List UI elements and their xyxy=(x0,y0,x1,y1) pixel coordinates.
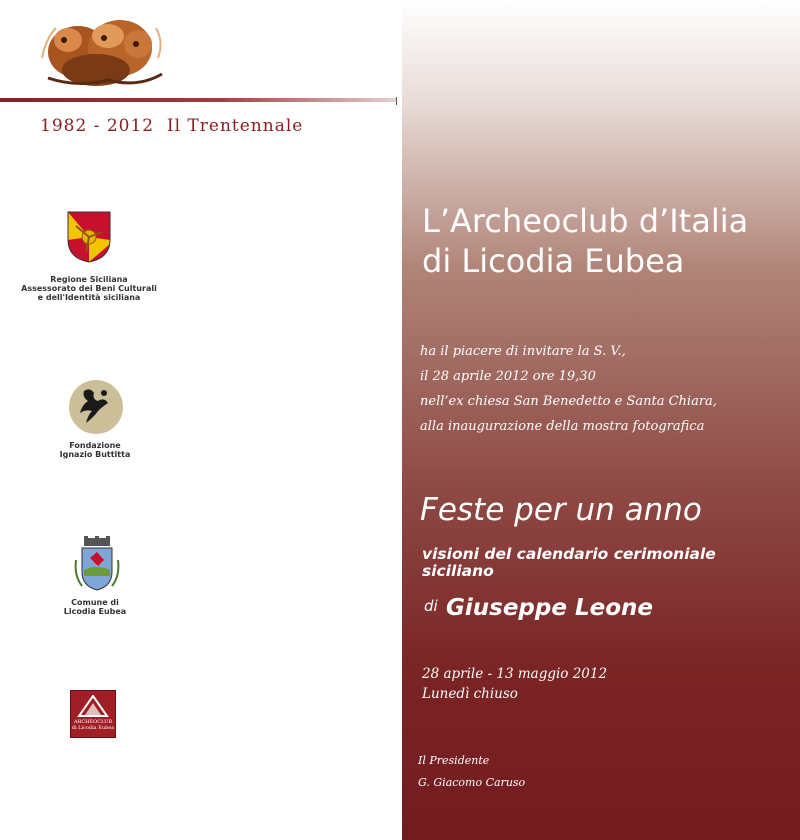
invitation-line: nell’ex chiesa San Benedetto e Santa Chiara, xyxy=(420,394,717,409)
header-rule xyxy=(0,98,396,102)
author-name: Giuseppe Leone xyxy=(446,595,653,621)
logo-text-line: ARCHEOCLUB xyxy=(73,719,113,725)
caption-line: Regione Siciliana xyxy=(50,275,128,284)
invitation-line: il 28 aprile 2012 ore 19,30 xyxy=(420,369,596,384)
logo-text-line: di Licodia Eubea xyxy=(71,725,115,731)
fondazione-buttitta-logo-icon xyxy=(68,379,124,435)
caption-line: Ignazio Buttitta xyxy=(59,450,131,459)
caption-line: Assessorato dei Beni Culturali xyxy=(21,284,157,293)
caption-line: e dell'Identità siciliana xyxy=(37,293,141,302)
archeoclub-logo-text xyxy=(71,719,115,731)
licodia-eubea-crest-icon xyxy=(70,536,124,594)
caption-line: Comune di xyxy=(71,598,119,607)
sponsor-caption-comune xyxy=(40,598,150,616)
caption-line: Licodia Eubea xyxy=(63,607,127,616)
archeoclub-logo-icon xyxy=(70,690,116,738)
sicily-coat-of-arms-icon xyxy=(66,210,112,264)
invitation-title-line1: L’Archeoclub d’Italia xyxy=(422,202,749,240)
exhibition-subtitle-line1: visioni del calendario cerimoniale xyxy=(422,545,716,563)
president-label: Il Presidente xyxy=(418,754,490,767)
sponsor-caption-regione xyxy=(14,275,164,302)
exhibition-dates: 28 aprile - 13 maggio 2012 xyxy=(422,666,608,682)
caption-line: Fondazione xyxy=(69,441,121,450)
exhibition-subtitle-line2: siciliano xyxy=(422,562,494,580)
archeoclub-mark-icon xyxy=(77,695,109,717)
invitation-line: alla inaugurazione della mostra fotografica xyxy=(420,419,705,434)
invitation-line: ha il piacere di invitare la S. V., xyxy=(420,344,626,359)
exhibition-title: Feste per un anno xyxy=(420,492,702,528)
anniversary-heading: 1982 - 2012 Il Trentennale xyxy=(40,116,304,136)
president-name: G. Giacomo Caruso xyxy=(418,776,526,789)
author-prefix: di xyxy=(424,597,438,615)
closing-day: Lunedì chiuso xyxy=(422,686,518,702)
sponsor-caption-buttitta xyxy=(40,441,150,459)
terracotta-sculpture-icon xyxy=(38,18,170,90)
header-rule-tick xyxy=(396,97,397,105)
invitation-title-line2: di Licodia Eubea xyxy=(422,242,685,280)
